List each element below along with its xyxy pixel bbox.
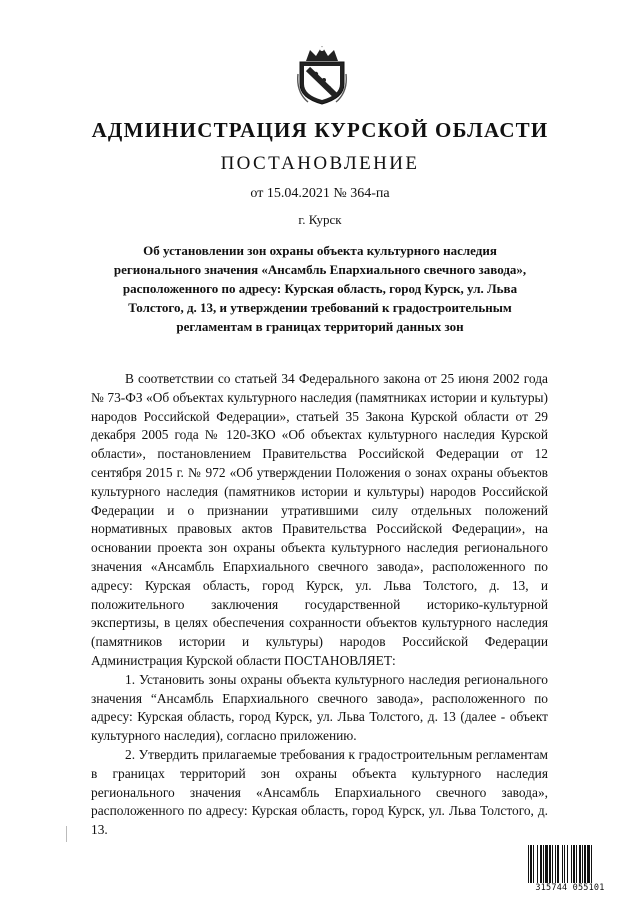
barcode-bar [540,845,542,883]
barcode-bar [543,845,544,883]
barcode-bar [584,845,586,883]
barcode-bar [591,845,592,883]
margin-mark [66,826,67,842]
body-paragraph-item-1: 1. Установить зоны охраны объекта культурного наследия регионального значения “Ансамбль Епархиального свечного завода», расположенного по адресу: Курская область, город Курск, ул. Льва Толстого, д. 13 (далее - объект культурного наследия), согласно приложению. [91,671,548,744]
document-body [91,370,548,840]
subject-line: регионального значения «Ансамбль Епархиального свечного завода», [113,262,527,277]
barcode-bar [537,845,538,883]
subject-line: Толстого, д. 13, и утверждении требований к градостроительным [128,300,512,315]
barcode-number: 315744 055101 [535,883,605,893]
barcode-bar [587,845,590,883]
barcode-bar [545,845,548,883]
body-paragraph-preamble: В соответствии со статьей 34 Федерального закона от 25 июня 2002 года № 73-ФЗ «Об объектах культурного наследия (памятниках истории и культуры) народов Российской Федерации», статьей 35 Закона Курской области от 29 декабря 2005 года № 120-ЗКО «Об объектах культурного наследия Курской области», постановлением Правительства Российской Федерации от 12 сентября 2015 г. № 972 «Об утверждении Положения о зонах охраны объектов культурного наследия (памятников истории и культуры) народов Российской Федерации и о признании утратившими силу отдельных положений нормативных правовых актов Правительства Российской Федерации», на основании проекта зон охраны объекта культурного наследия регионального значения «Ансамбль Епархиального свечного завода», расположенного по адресу: Курская область, город Курск, ул. Льва Толстого, д. 13, и положительного заключения государственной историко-культурной экспертизы, в целях обеспечения сохранности объектов культурного наследия (памятников истории и культуры) народов Российской Федерации Администрация Курской области ПОСТАНОВЛЯЕТ: [91,371,548,668]
barcode-bar [557,845,559,883]
barcode-bar [582,845,583,883]
document-date-number: от 15.04.2021 № 364-па [250,186,390,201]
barcode-bar [579,845,581,883]
barcode-bar [555,845,556,883]
barcode-bar [549,845,551,883]
subject-line: расположенного по адресу: Курская область, город Курск, ул. Льва [122,281,518,296]
organization-name: АДМИНИСТРАЦИЯ КУРСКОЙ ОБЛАСТИ [91,118,549,142]
subject-line: Об установлении зон охраны объекта культурного наследия [143,243,497,258]
barcode-bar [567,845,568,883]
barcode-bar [528,845,529,883]
document-type: ПОСТАНОВЛЕНИЕ [220,153,420,174]
barcode-bar [533,845,534,883]
document-subject [92,241,548,336]
barcode-bar [576,845,577,883]
barcode [528,845,612,883]
barcode-bar [552,845,553,883]
subject-line: регламентам в границах территорий данных зон [176,319,464,334]
barcode-bar [530,845,532,883]
kursk-coat-of-arms-icon [296,44,348,106]
barcode-bar [573,845,575,883]
document-city: г. Курск [298,212,342,227]
body-paragraph-item-2: 2. Утвердить прилагаемые требования к градостроительным регламентам в границах территорий зон охраны объекта культурного наследия регионального значения «Ансамбль Епархиального свечного завода», расположенного по адресу: Курская область, город Курск, ул. Льва Толстого, д. 13. [91,746,548,838]
barcode-bar [562,845,563,883]
barcode-bar [571,845,572,883]
barcode-bar [564,845,565,883]
